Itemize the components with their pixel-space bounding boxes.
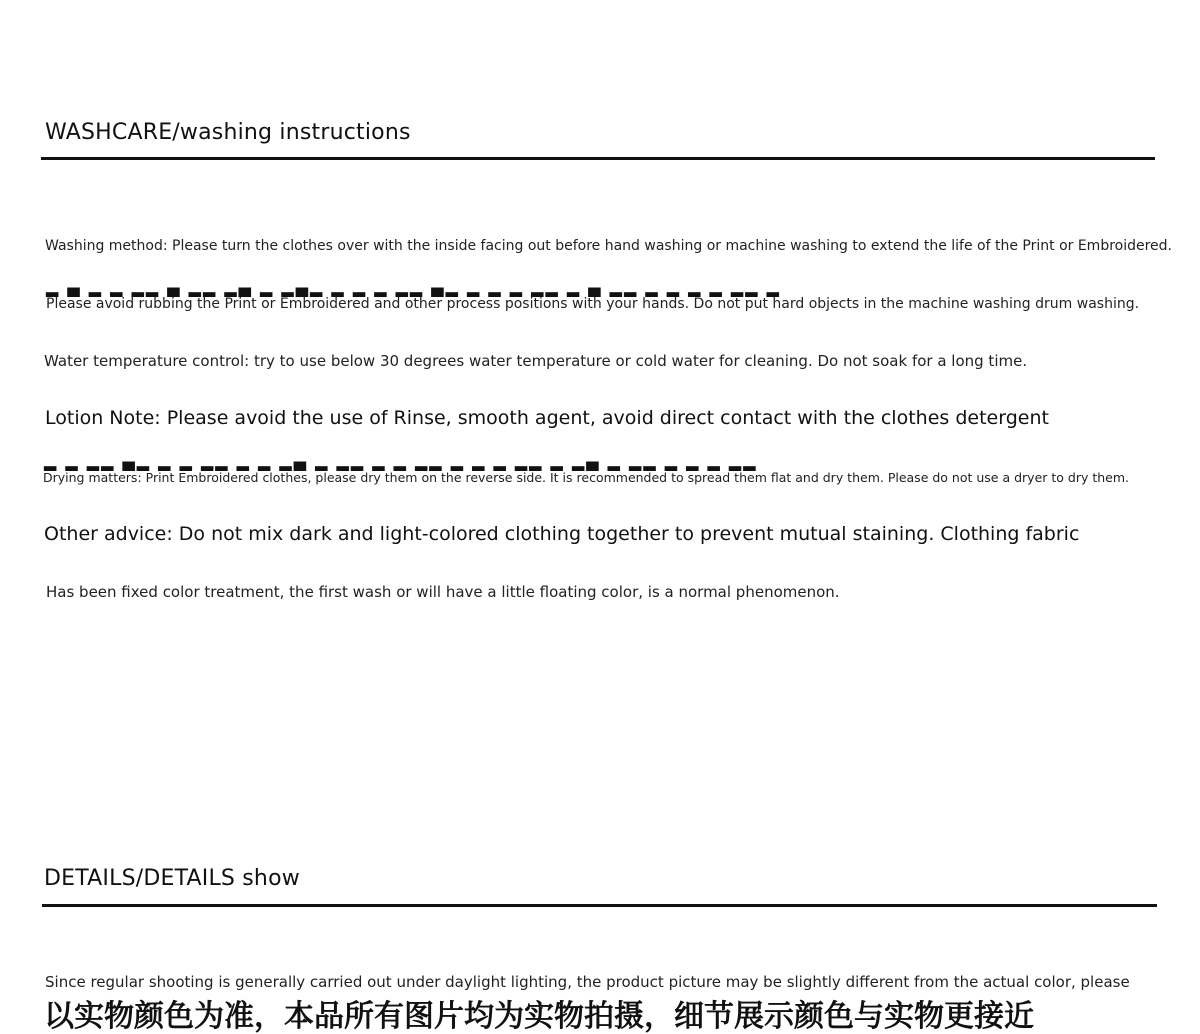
clipped-text-artifact-2: ▂ ▂ ▂▂ ▄▂ ▂ ▂ ▂▂ ▂ ▂ ▂▄ ▂ ▂▂ ▂ ▂ ▂▂ ▂ ▂ ▂ ▂▂ ▂ ▂▄ ▂ ▂▂ ▂ ▂ ▂ ▂▂	[44, 452, 758, 471]
avoid-rubbing-line: Please avoid rubbing the Print or Embroidered and other process positions with your hands. Do not put hard objects in the machine washing drum washing.	[46, 296, 1140, 312]
washcare-divider	[41, 157, 1155, 160]
drying-matters-line: Drying matters: Print Embroidered clothes, please dry them on the reverse side. It is recommended to spread them flat and dry them. Please do not use a dryer to dry them.	[43, 470, 1129, 485]
clipped-text-artifact: ▂ ▄ ▂ ▂ ▂▂ ▄ ▂▂ ▂▄ ▂ ▂▄▂ ▂ ▂ ▂ ▂▂ ▄▂ ▂ ▂ ▂ ▂▂ ▂ ▄ ▂▂ ▂ ▂ ▂ ▂ ▂▂ ▂	[46, 278, 781, 297]
details-note-cjk-line: 以实物颜色为准，本品所有图片均为实物拍摄，细节展示颜色与实物更接近	[44, 999, 1034, 1034]
other-advice-line: Other advice: Do not mix dark and light-colored clothing together to prevent mutual staining. Clothing fabric	[44, 523, 1080, 545]
washcare-title: WASHCARE/washing instructions	[45, 120, 411, 145]
details-note-line: Since regular shooting is generally carried out under daylight lighting, the product picture may be slightly different from the actual color, please	[45, 973, 1130, 991]
details-title: DETAILS/DETAILS show	[44, 866, 300, 891]
lotion-note-line: Lotion Note: Please avoid the use of Rinse, smooth agent, avoid direct contact with the clothes detergent	[45, 407, 1049, 429]
details-divider	[42, 904, 1157, 907]
washing-method-line: Washing method: Please turn the clothes over with the inside facing out before hand washing or machine washing to extend the life of the Print or Embroidered.	[45, 238, 1173, 254]
water-temperature-line: Water temperature control: try to use below 30 degrees water temperature or cold water for cleaning. Do not soak for a long time.	[44, 352, 1028, 370]
color-treatment-line: Has been fixed color treatment, the first wash or will have a little floating color, is a normal phenomenon.	[46, 583, 840, 601]
